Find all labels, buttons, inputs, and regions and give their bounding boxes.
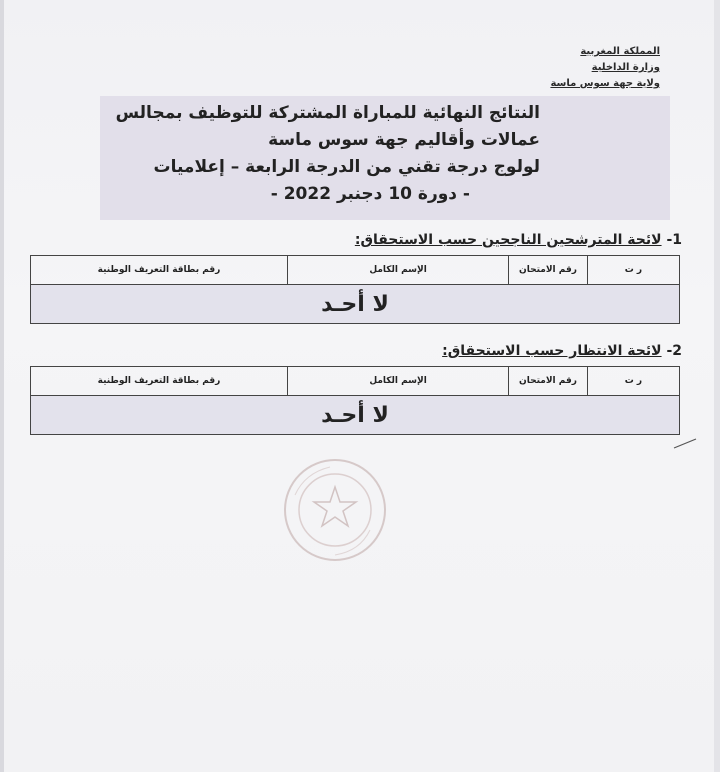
pen-mark <box>672 436 700 450</box>
region-name: ولاية جهة سوس ماسة <box>550 78 660 89</box>
official-stamp <box>275 455 395 565</box>
section-2-number: 2- <box>666 343 682 359</box>
title-line-2: عمالات وأقاليم جهة سوس ماسة <box>268 130 540 150</box>
header-full-name: الإسم الكامل <box>287 367 508 396</box>
header-rank: ر ت <box>587 367 679 396</box>
ministry-header <box>550 44 660 92</box>
table-row <box>31 396 680 435</box>
results-table-1 <box>30 255 680 324</box>
page-edge-left <box>0 0 4 772</box>
section-1-heading <box>355 232 682 248</box>
section-2-heading <box>442 343 682 359</box>
header-exam-number: رقم الامتحان <box>509 367 588 396</box>
section-1-label: لائحة المترشحين الناجحين حسب الاستحقاق: <box>354 232 662 248</box>
header-national-id: رقم بطاقة التعريف الوطنية <box>31 256 288 285</box>
section-1-number: 1- <box>666 232 682 248</box>
header-national-id: رقم بطاقة التعريف الوطنية <box>31 367 288 396</box>
table-header-row <box>31 367 680 396</box>
page-edge-right <box>714 0 720 772</box>
no-results-cell: لا أحـد <box>31 396 680 435</box>
header-rank: ر ت <box>587 256 679 285</box>
title-line-4: - دورة 10 دجنبر 2022 - <box>270 184 470 204</box>
title-line-3: لولوج درجة تقني من الدرجة الرابعة – إعلاميات <box>153 157 540 177</box>
ministry-name: وزارة الداخلية <box>591 62 660 73</box>
header-full-name: الإسم الكامل <box>287 256 508 285</box>
document-title <box>100 100 540 208</box>
table-row <box>31 285 680 324</box>
country-name: المملكة المغربية <box>580 46 660 57</box>
results-table-2 <box>30 366 680 435</box>
section-2-label: لائحة الانتظار حسب الاستحقاق: <box>442 343 662 359</box>
table-header-row <box>31 256 680 285</box>
title-line-1: النتائج النهائية للمباراة المشتركة للتوظيف بمجالس <box>115 103 540 123</box>
header-exam-number: رقم الامتحان <box>509 256 588 285</box>
no-results-cell: لا أحـد <box>31 285 680 324</box>
